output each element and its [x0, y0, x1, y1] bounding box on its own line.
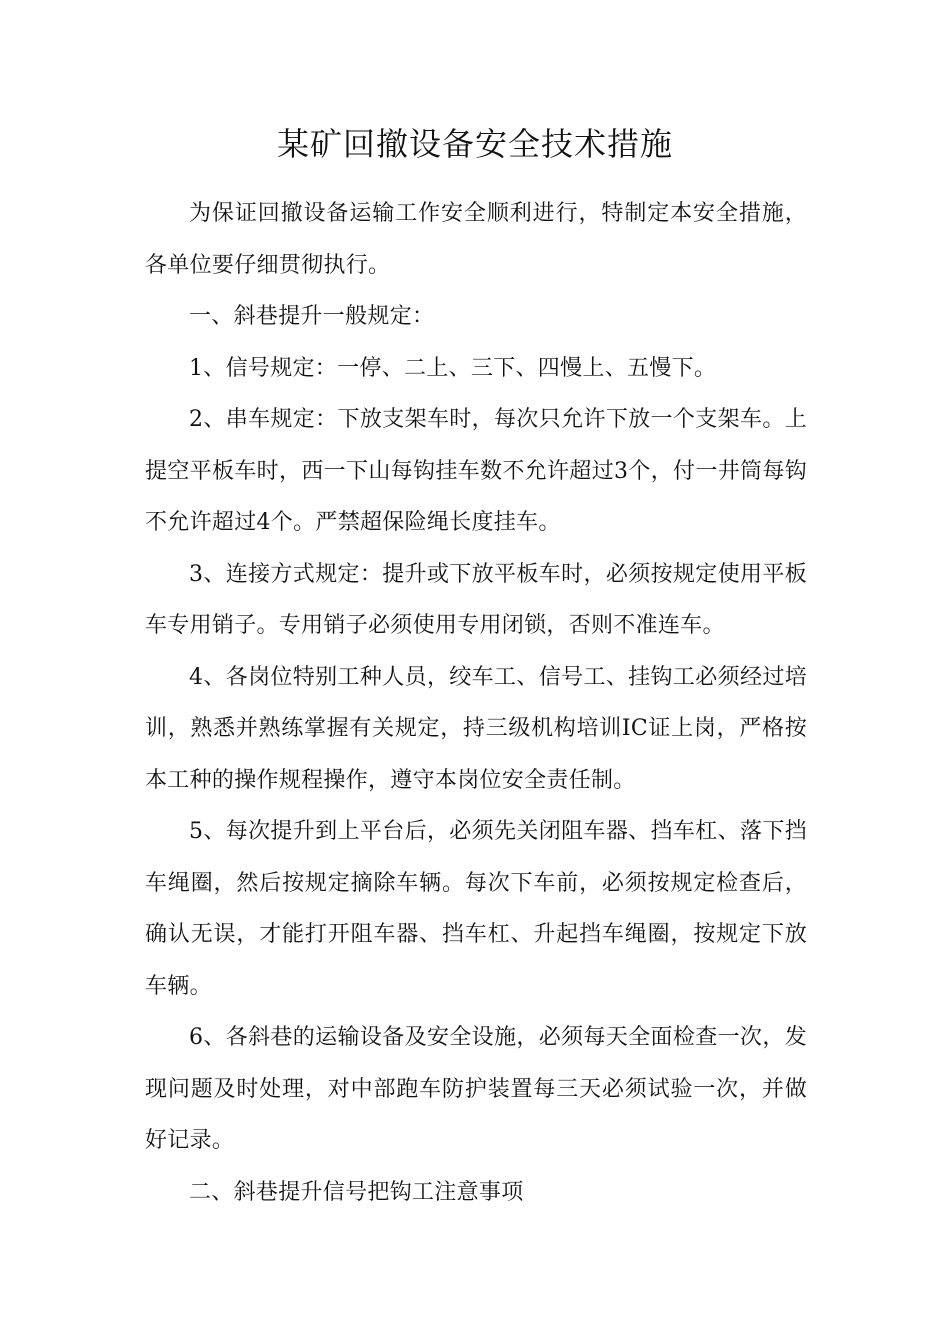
paragraph-rule-1: 1、信号规定：一停、二上、三下、四慢上、五慢下。	[189, 355, 717, 381]
paragraph-rule-3: 3、连接方式规定：提升或下放平板车时，必须按规定使用平板车专用销子。专用销子必须使用专用闭锁，否则不准连车。	[145, 561, 807, 638]
paragraph-rule-4: 4、各岗位特别工种人员，绞车工、信号工、挂钩工必须经过培训，熟悉并熟练掌握有关规定，持三级机构培训IC证上岗，严格按本工种的操作规程操作，遵守本岗位安全责任制。	[145, 664, 807, 793]
paragraph-rule-2: 2、串车规定：下放支架车时，每次只允许下放一个支架车。上提空平板车时，西一下山每钩挂车数不允许超过3个，付一井筒每钩不允许超过4个。严禁超保险绳长度挂车。	[145, 407, 807, 535]
paragraph-rule-6: 6、各斜巷的运输设备及安全设施，必须每天全面检查一次，发现问题及时处理，对中部跑车防护装置每三天必须试验一次，并做好记录。	[145, 1025, 807, 1153]
section-heading-1: 一、斜巷提升一般规定：	[189, 304, 435, 329]
section-heading-2: 二、斜巷提升信号把钩工注意事项	[189, 1179, 524, 1205]
paragraph-intro: 为保证回撤设备运输工作安全顺利进行，特制定本安全措施，各单位要仔细贯彻执行。	[145, 201, 807, 278]
document-body	[145, 188, 807, 1218]
paragraph-rule-5: 5、每次提升到上平台后，必须先关闭阻车器、挡车杠、落下挡车绳圈，然后按规定摘除车辆。每次下车前，必须按规定检查后，确认无误，才能打开阻车器、挡车杠、升起挡车绳圈，按规定下放车辆。	[145, 819, 807, 999]
document-title: 某矿回撤设备安全技术措施	[276, 125, 673, 163]
